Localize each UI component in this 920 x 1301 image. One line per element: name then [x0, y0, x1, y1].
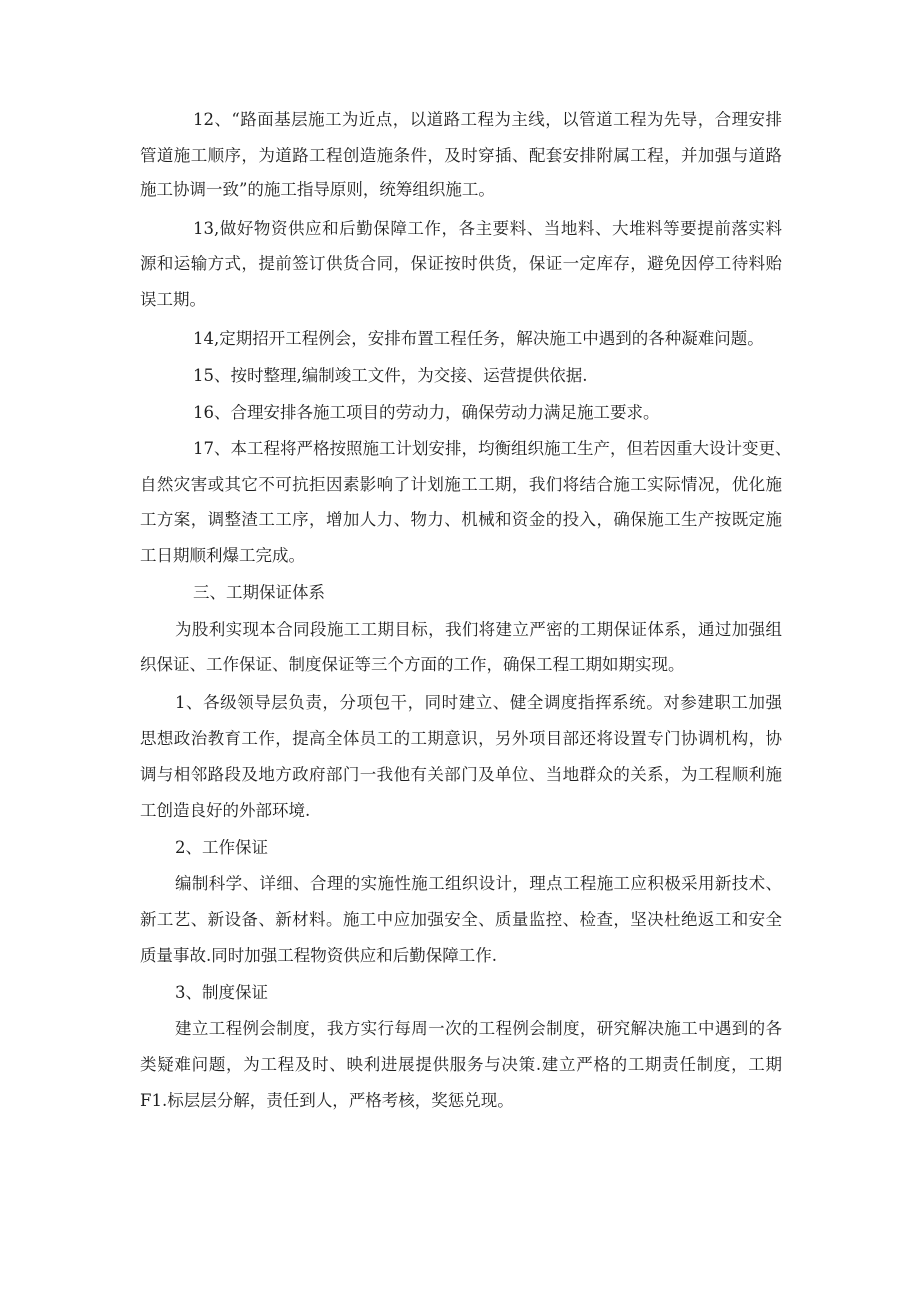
text-line: 误工期。 [140, 290, 206, 309]
text-line: 建立工程例会制度，我方实行每周一次的工程例会制度，研究解决施工中遇到的各 [175, 1019, 782, 1038]
text-line: 12、“路面基层施工为近点，以道路工程为主线，以管道工程为先导，合理安排 [193, 110, 782, 129]
text-line: 自然灾害或其它不可抗拒因素影响了计划施工工期，我们将结合施工实际情况，优化施 [140, 475, 782, 494]
text-line: 13,做好物资供应和后勤保障工作，各主要料、当地料、大堆料等要提前落实料 [193, 219, 782, 238]
text-line: 施工协调一致”的施工指导原则，统筹组织施工。 [140, 180, 495, 199]
section-heading: 三、工期保证体系 [193, 583, 325, 602]
text-line: 1、各级领导层负责，分项包干，同时建立、健全调度指挥系统。对参建职工加强 [175, 693, 782, 712]
text-line: 源和运输方式，提前签订供货合同，保证按时供货，保证一定库存，避免因停工待料贻 [140, 254, 782, 273]
text-line: 类疑难问题，为工程及时、映利进展提供服务与决策.建立严格的工期责任制度，工期 [140, 1055, 782, 1074]
text-line: 编制科学、详细、合理的实施性施工组织设计，理点工程施工应积极采用新技术、 [175, 874, 782, 893]
text-line: 工创造良好的外部环境. [140, 801, 311, 820]
subheading: 2、工作保证 [175, 838, 268, 857]
text-line: 16、合理安排各施工项目的劳动力，确保劳动力满足施工要求。 [193, 403, 660, 422]
text-line: 织保证、工作保证、制度保证等三个方面的工作，确保工程工期如期实现。 [140, 655, 685, 674]
text-line: 为股利实现本合同段施工工期目标，我们将建立严密的工期保证体系，通过加强组 [175, 620, 782, 639]
text-line: 质量事故.同时加强工程物资供应和后勤保障工作. [140, 946, 497, 965]
text-line: 工方案，调整渣工工序，增加人力、物力、机械和资金的投入，确保施工生产按既定施 [140, 510, 782, 529]
text-line: 新工艺、新设备、新材料。施工中应加强安全、质量监控、检查，坚决杜绝返工和安全 [140, 910, 782, 929]
text-line: 14,定期招开工程例会，安排布置工程任务，解决施工中遇到的各种凝难问题。 [193, 329, 764, 348]
text-line: 17、本工程将严格按照施工计划安排，均衡组织施工生产，但若因重大设计变更、 [193, 439, 792, 458]
text-line: 管道施工顺序，为道路工程创造施条件，及时穿插、配套安排附属工程，并加强与道路 [140, 146, 782, 165]
text-line: 工日期顺利爆工完成。 [140, 546, 305, 565]
subheading: 3、制度保证 [175, 983, 268, 1002]
text-line: 15、按时整理,编制竣工文件，为交接、运营提供依据. [193, 366, 588, 385]
text-line: 思想政治教育工作，提高全体员工的工期意识，另外项目部还将设置专门协调机构，协 [140, 729, 782, 748]
text-line: F1.标层层分解，责任到人，严格考核，奖惩兑现。 [140, 1091, 514, 1110]
text-line: 调与相邻路段及地方政府部门一我他有关部门及单位、当地群众的关系，为工程顺利施 [140, 765, 782, 784]
